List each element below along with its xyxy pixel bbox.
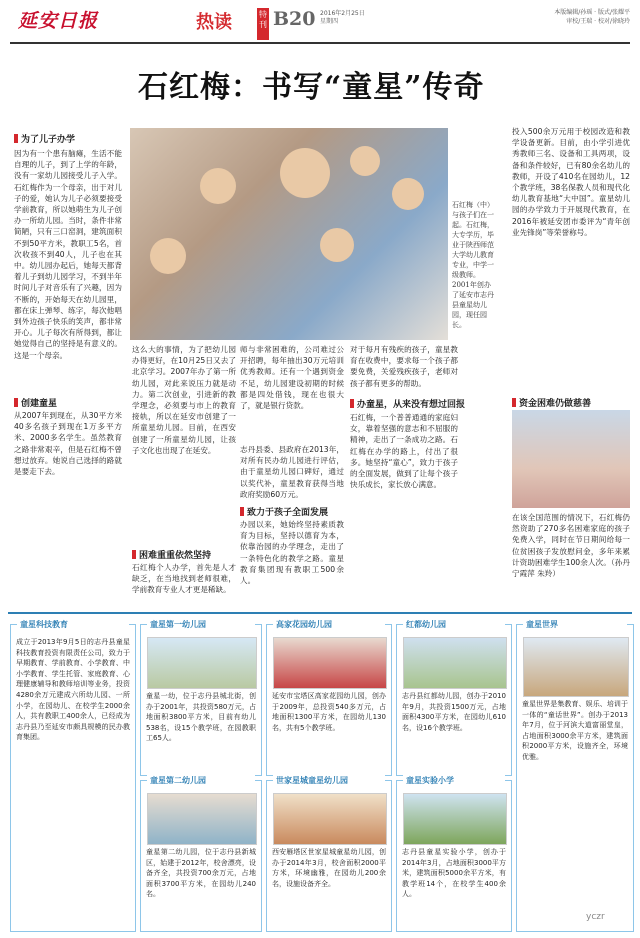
article-paragraph: 办园以来，她始终坚持素质教育为目标，坚持以德育为本，依靠治园的办学理念，走出了一条特色化的教学之路。童星教育集团现有教职工500余人。 (240, 520, 344, 586)
kindergarten-photo (403, 637, 507, 689)
newspaper-masthead: 延安日报 (18, 10, 99, 32)
card-text: 延安市宝塔区高家花园幼儿园，创办于2009年，总投资540多万元，占地面积1300平方米，在园幼儿130名，共有5个教学班。 (272, 692, 386, 732)
kindergarten-photo (147, 637, 257, 689)
card-title: 红都幼儿园 (403, 618, 505, 632)
card-title: 童星世界 (523, 618, 627, 632)
child-figure (150, 238, 186, 274)
kindergarten-photo (273, 637, 387, 689)
kindergarten-card (140, 620, 262, 776)
section-heading: 为了儿子办学 (14, 132, 75, 145)
article-paragraph: 志丹县委、县政府在2013年，对所有民办幼儿园进行评估，由于童星幼儿园口碑好，通过以奖代补，童星教育获得当地政府奖励60万元。 (240, 445, 344, 499)
header-rule (10, 42, 630, 44)
photo-caption: 石红梅（中）与孩子们在一起。石红梅，大专学历，毕业于陕西师范大学幼儿教育专业，中学一级教师。2001年创办了延安市志丹县童星幼儿园，现任园长。 (452, 201, 494, 329)
kindergarten-photo (403, 793, 507, 845)
section-heading: 致力于孩子全面发展 (240, 505, 328, 518)
date-line: 2016年2月25日 (320, 10, 365, 17)
article-paragraph: 在该全国范围的情况下，石红梅仍然资助了270多名困难家庭的孩子免费入学，同时在节日期间给每一位贫困孩子发放慰问金，多年来累计资助困难学生100余人次。（孙丹 宁霞萍 朱羚） (512, 513, 630, 579)
intro-pane (10, 620, 136, 932)
card-title: 童星第二幼儿园 (147, 774, 255, 788)
section-heading: 办童星，从来没有想过回报 (350, 397, 465, 410)
box-title: 童星科技教育 (17, 618, 129, 632)
kindergarten-card (396, 776, 512, 932)
article-paragraph: 从2007年到现在，从30平方米40多名孩子到现在1万多平方米、2000多名学生。虽然教育之路非常艰辛，但是石红梅不曾想过放弃。她说自己选择的路就是要走下去。 (14, 411, 122, 477)
kindergarten-photo (147, 793, 257, 845)
section-heading: 困难重重依然坚持 (132, 548, 211, 561)
card-title: 童星实验小学 (403, 774, 505, 788)
child-figure (350, 146, 380, 176)
card-text: 志丹县童星实验小学，创办于2014年3月，占地面积3000平方米，建筑面积5000余平方米，有教学班14个，在校学生400余人。 (402, 848, 506, 899)
section-heading: 资金困难仍做慈善 (512, 396, 591, 409)
article-paragraph: 投入500余万元用于校园改造和教学设备更新。目前，由小学引进优秀教师三名、设备和工具两项，设备和条件较好，已有80余名幼儿的教师，开设了410名在园幼儿，12个教学班，38名保教人员和现代化幼儿教育基地“大中国”。童星幼儿园的办学致力于开展现代教育，在2016年被延安团市委评为“青年创业先锋岗”等荣誉称号。 (512, 127, 630, 237)
card-text: 童星一幼，位于志丹县城北街，创办于2001年，共投资580万元，占地面积3800平方米，目前有幼儿538名，设15个教学班，在园教职工65人。 (146, 692, 256, 743)
card-text: 西安雁塔区世家星城童星幼儿园，创办于2014年3月，校舍面积2000平方米，环境幽雅，在园幼儿200余名，设施设备齐全。 (272, 848, 386, 888)
card-text: 童星世界是集教育、娱乐、培训于一体的“童话世界”。创办于2013年7月，位于河滨大道富丽堂皇，占地面积3000余平方米，建筑面积2000平方米，设施齐全，环境优雅。 (522, 700, 628, 761)
special-tag: 特刊 (257, 8, 269, 40)
kindergarten-card (266, 620, 392, 776)
article-paragraph: 师与非常困难的，公司难过公开招聘，每年抽出30万元培训优秀教师。还有一个遇到资金不足，幼儿园建设初期的时候都是四处借钱，现在也很大了，就是银行贷款。 (240, 345, 344, 411)
child-figure (320, 228, 354, 262)
article-paragraph: 石红梅，一个普普通通的家庭妇女，靠着坚强的意志和不屈服的精神，走出了一条成功之路。石红梅在办学的路上，付出了很多。她坚持“童心”，致力于孩子的全面发展，做到了让每个孩子快乐成长，家长放心满意。 (350, 413, 458, 490)
child-figure (200, 168, 236, 204)
child-figure (392, 178, 424, 210)
section-banner: 热读 (196, 12, 232, 33)
article-paragraph: 因为有一个患有脑瘫，生活不能自理的儿子，到了上学的年龄，没有一家幼儿园接受儿子入学。石红梅作为一个母亲，出于对儿子的爱，她认为儿子必须要接受学前教育，所以她萌生为儿子创办一所幼儿园。当时，条件非常简陋，只有三口窑洞，建筑面积不到50平方米，教职工5名，首次收孩不到40人，儿子也在其中。幼儿园办起后，她每天都背着儿子到幼儿园学习，不到半年时间儿子对音乐有了兴趣，因为不断的，开始每天在幼儿园里，都在床上弹琴、练字，每次他唱到外边孩子快乐的笑声，都非常开心。儿子每次有所得到，都让她觉得自己的坚持是有意义的。这是一个母亲。 (14, 149, 122, 360)
card-title: 世家星城童星幼儿园 (273, 774, 385, 788)
article-headline: 石红梅：书写“童星”传奇 (138, 70, 485, 105)
page-number: B20 (273, 8, 316, 30)
kindergarten-card (516, 620, 634, 932)
article-paragraph: 这么大的事情，为了把幼儿园办得更好，在10月25日又去了北京学习。2007年办了第一所幼儿园，对此来说压力就是动力。第二次创业，引进新的教学理念，必须要与市上的教育接轨，所以在延安市创建了一所童星幼儿园。目前，在西安创建了一所童星幼儿园，让孩子文化也出现了在延安。 (132, 345, 236, 455)
article-paragraph: 对于每月有残疾的孩子，童星教育在收费中，要求每一个孩子都要免费，关爱残疾孩子，老师对孩子都有更多的帮助。 (350, 345, 458, 388)
main-photo (130, 128, 448, 340)
kindergarten-card (396, 620, 512, 776)
weekday-line: 星期四 (320, 18, 339, 25)
person-figure (280, 148, 330, 198)
watermark: yczr (586, 912, 605, 922)
intro-text: 成立于2013年9月5日的志丹县童星科技教育投资有限责任公司，致力于早期教育、学前教育、小学教育、中小学教育、学生托管、家庭教育、心理健康辅导和教师培训等业务，投资4280余万元建成六所幼儿园、一所小学，在园幼儿、在校学生2000余人，共有教职工400余人，已经成为志丹县乃至延安市颇具规模的民办教育集团。 (16, 638, 130, 742)
editor-credits (544, 8, 630, 26)
issue-date (320, 10, 365, 26)
kindergarten-card (266, 776, 392, 932)
kindergarten-photo (273, 793, 387, 845)
article-paragraph: 石红梅个人办学，首先是人才缺乏，在当地找到老师很难，学前教育专业人才更是稀缺。 (132, 563, 236, 595)
kindergarten-card (140, 776, 262, 932)
card-text: 志丹县红都幼儿园，创办于2010年9月，共投资1500万元，占地面积4300平方米，在园幼儿610名，设16个教学班。 (402, 692, 506, 732)
kindergarten-photo (523, 637, 629, 697)
editor-line: 本版编辑/孙瑶 · 版式/张耀平 (554, 9, 630, 16)
charity-photo (512, 410, 630, 508)
card-title: 高家花园幼儿园 (273, 618, 385, 632)
review-line: 审校/王瑞 · 校对/徐晓玲 (566, 18, 630, 25)
section-heading: 创建童星 (14, 396, 57, 409)
card-text: 童星第二幼儿园，位于志丹县新城区，始建于2012年，校舍漂亮，设备齐全，共投资700余万元，占地面积3700平方米，在园幼儿240名。 (146, 848, 256, 899)
card-title: 童星第一幼儿园 (147, 618, 255, 632)
